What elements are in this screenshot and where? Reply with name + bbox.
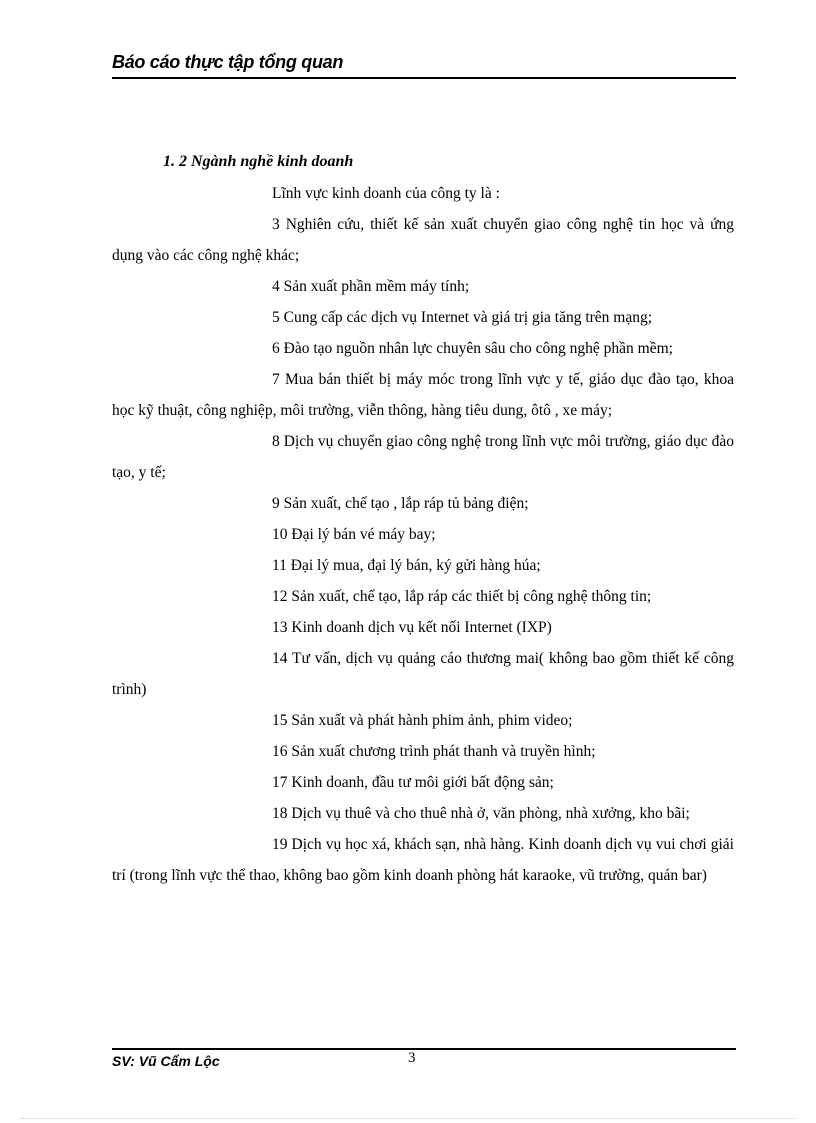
header-rule	[112, 77, 736, 79]
list-item: 15 Sản xuất và phát hành phim ảnh, phim video;	[272, 712, 573, 729]
list-item: 19 Dịch vụ học xá, khách sạn, nhà hàng. Kinh doanh dịch vụ vui chơi giải trí (trong lĩnh vực thể thao, không bao gồm kinh doanh phòng hát karaoke, vũ trường, quán bar)	[112, 836, 734, 884]
list-item: 7 Mua bán thiết bị máy móc trong lĩnh vực y tế, giáo dục đào tạo, khoa học kỹ thuật, công nghiệp, môi trường, viễn thông, hàng tiêu dung, ôtô , xe máy;	[112, 371, 734, 419]
list-item: 16 Sản xuất chương trình phát thanh và truyền hình;	[272, 743, 596, 760]
list-item: 6 Đào tạo nguồn nhân lực chuyên sâu cho công nghệ phần mềm;	[272, 340, 673, 357]
list-item: 11 Đại lý mua, đại lý bán, ký gửi hàng húa;	[272, 557, 541, 574]
section-heading: 1. 2 Ngành nghề kinh doanh	[163, 153, 354, 170]
list-item: 3 Nghiên cứu, thiết kế sản xuất chuyển giao công nghệ tin học và ứng dụng vào các công nghệ khác;	[112, 216, 734, 264]
list-item: 12 Sản xuất, chế tạo, lắp ráp các thiết bị công nghệ thông tin;	[272, 588, 652, 605]
footer-author: SV: Vũ Cẩm Lộc	[112, 1053, 220, 1069]
page-bottom-divider	[20, 1118, 796, 1119]
list-item: 4 Sản xuất phần mềm máy tính;	[272, 278, 470, 295]
list-item: 17 Kinh doanh, đầu tư môi giới bất động sản;	[272, 774, 554, 791]
list-item: 10 Đại lý bán vé máy bay;	[272, 526, 436, 543]
intro-paragraph: Lĩnh vực kinh doanh của công ty là :	[272, 185, 500, 202]
list-item: 18 Dịch vụ thuê và cho thuê nhà ở, văn phòng, nhà xưởng, kho bãi;	[272, 805, 690, 822]
document-body	[112, 178, 734, 891]
list-item: 13 Kinh doanh dịch vụ kết nối Internet (IXP)	[272, 619, 552, 636]
list-item: 5 Cung cấp các dịch vụ Internet và giá trị gia tăng trên mạng;	[272, 309, 653, 326]
header-title: Báo cáo thực tập tổng quan	[112, 52, 344, 72]
list-item: 9 Sản xuất, chế tạo , lắp ráp tủ bảng điện;	[272, 495, 529, 512]
list-item: 8 Dịch vụ chuyển giao công nghệ trong lĩnh vực môi trường, giáo dục đào tạo, y tế;	[112, 433, 734, 481]
footer-rule	[112, 1048, 736, 1050]
list-item: 14 Tư vấn, dịch vụ quảng cáo thương mai( không bao gồm thiết kế công trình)	[112, 650, 734, 698]
page-number: 3	[408, 1050, 416, 1066]
